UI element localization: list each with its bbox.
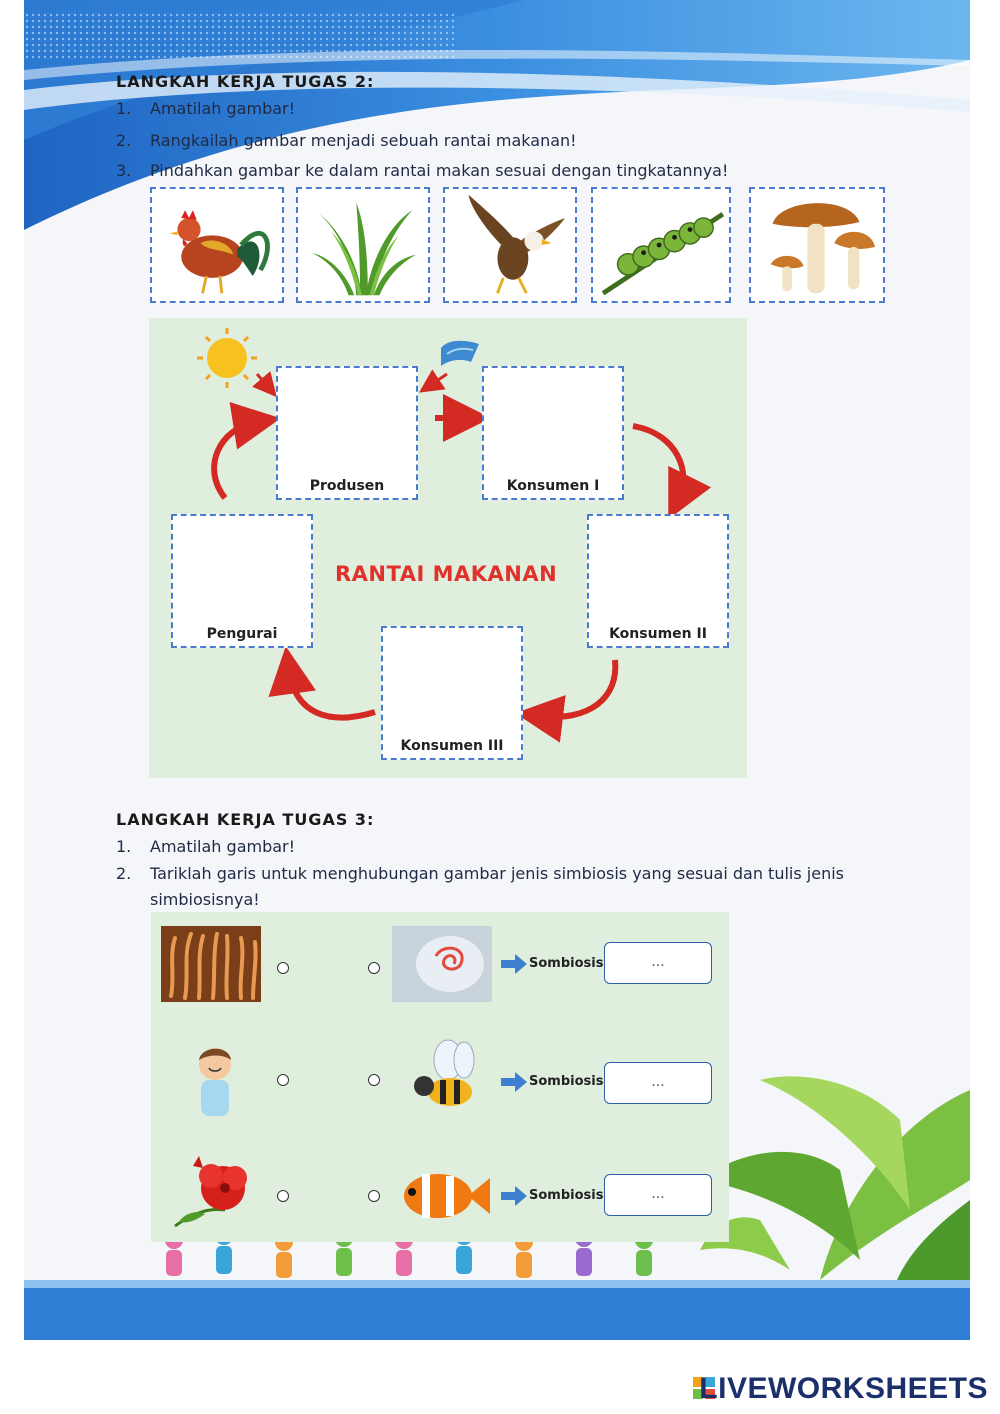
task3-heading: LANGKAH KERJA TUGAS 3:	[116, 810, 375, 829]
symbiosis-label: Sombiosis	[529, 1188, 604, 1203]
task2-step-2: 2. Rangkailah gambar menjadi sebuah rantai makanan!	[116, 131, 577, 150]
slot-konsumen-3-label: Konsumen III	[400, 738, 504, 754]
sun-icon	[197, 328, 257, 388]
connect-dot-left[interactable]	[277, 962, 289, 974]
clownfish-icon	[392, 1156, 492, 1232]
slot-konsumen-1-label: Konsumen I	[506, 478, 600, 494]
draggable-card-caterpillar[interactable]	[591, 187, 731, 303]
connect-dot-right[interactable]	[368, 962, 380, 974]
brand-logo[interactable]: LIVEWORKSHEETS	[699, 1372, 988, 1405]
connect-dot-left[interactable]	[277, 1074, 289, 1086]
symbiosis-row	[151, 926, 729, 1006]
connect-dot-right[interactable]	[368, 1190, 380, 1202]
symbiosis-label: Sombiosis	[529, 956, 604, 971]
slot-pengurai-label: Pengurai	[206, 626, 278, 642]
grass-icon	[298, 189, 428, 301]
slot-konsumen-2[interactable]	[587, 514, 729, 648]
rooster-icon	[152, 189, 282, 301]
eagle-icon	[445, 189, 575, 301]
slot-konsumen-1[interactable]	[482, 366, 624, 500]
symbiosis-label: Sombiosis	[529, 1074, 604, 1089]
food-chain-title: RANTAI MAKANAN	[335, 562, 558, 586]
mushroom-icon	[751, 189, 883, 301]
symbiosis-panel	[151, 912, 729, 1242]
slot-konsumen-3[interactable]	[381, 626, 523, 760]
slot-produsen[interactable]	[276, 366, 418, 500]
answer-input-2[interactable]: ...	[604, 1062, 712, 1104]
arrow-right-icon	[501, 1186, 527, 1206]
connect-dot-left[interactable]	[277, 1190, 289, 1202]
sick-child-icon	[171, 1044, 271, 1120]
food-chain-panel	[149, 318, 747, 778]
water-icon	[441, 341, 479, 366]
slot-produsen-label: Produsen	[309, 478, 385, 494]
slot-konsumen-2-label: Konsumen II	[609, 626, 707, 642]
hibiscus-icon	[165, 1152, 265, 1228]
bee-icon	[396, 1036, 496, 1112]
connect-dot-right[interactable]	[368, 1074, 380, 1086]
symbiosis-row	[151, 1152, 729, 1232]
task3-step-2: 2. Tariklah garis untuk menghubungan gambar jenis simbiosis yang sesuai dan tulis jenis	[116, 864, 844, 883]
draggable-card-mushroom[interactable]	[749, 187, 885, 303]
worm-in-stomach-icon	[392, 926, 492, 1002]
draggable-card-grass[interactable]	[296, 187, 430, 303]
caterpillar-icon	[593, 189, 729, 301]
draggable-card-eagle[interactable]	[443, 187, 577, 303]
bottom-banner	[24, 1280, 970, 1340]
task2-heading: LANGKAH KERJA TUGAS 2:	[116, 72, 375, 91]
leaves-decoration	[700, 1060, 970, 1300]
symbiosis-row	[151, 1044, 729, 1124]
arrow-right-icon	[501, 1072, 527, 1092]
slot-pengurai[interactable]	[171, 514, 313, 648]
task3-step-2-cont: simbiosisnya!	[150, 890, 260, 909]
draggable-card-rooster[interactable]	[150, 187, 284, 303]
task2-step-1: 1. Amatilah gambar!	[116, 99, 296, 118]
answer-input-1[interactable]: ...	[604, 942, 712, 984]
arrow-right-icon	[501, 954, 527, 974]
anemone-icon	[161, 926, 261, 1002]
answer-input-3[interactable]: ...	[604, 1174, 712, 1216]
task3-step-1: 1. Amatilah gambar!	[116, 837, 296, 856]
task2-step-3: 3. Pindahkan gambar ke dalam rantai makan sesuai dengan tingkatannya!	[116, 161, 729, 180]
